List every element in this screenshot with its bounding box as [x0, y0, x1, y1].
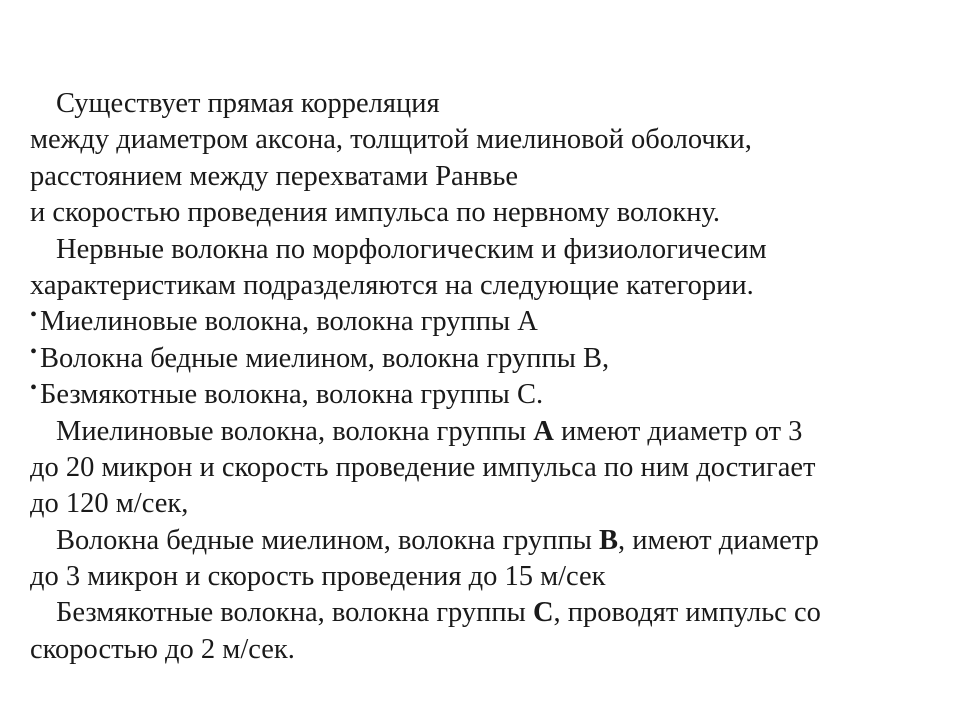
intro-line-4: и скоростью проведения импульса по нервному волокну. [30, 197, 720, 229]
group-b-text-post: , имеют диаметр [618, 524, 819, 556]
bullet-icon: • [30, 377, 38, 400]
group-b-text-pre: Волокна бедные миелином, волокна группы [56, 524, 600, 556]
bullet-item-a [30, 304, 935, 340]
group-c-letter: С [532, 597, 554, 629]
categories-line-2: характеристикам подразделяются на следующие категории. [30, 269, 754, 301]
group-a-line-3: до 120 м/сек, [30, 488, 189, 520]
bullet-item-b [30, 341, 935, 377]
bullet-item-c [30, 377, 935, 413]
intro-line-1: Существует прямая корреляция [56, 88, 440, 119]
group-c-text-pre: Безмякотные волокна, волокна группы [56, 597, 533, 629]
group-b-letter: В [599, 524, 619, 556]
slide-text [30, 86, 935, 668]
bullet-text-b: Волокна бедные миелином, волокна группы В, [40, 342, 610, 374]
group-b-line-2: до 3 микрон и скорость проведения до 15 м/сек [30, 561, 606, 593]
group-c-line-1 [30, 595, 935, 631]
group-c-line-2: скоростью до 2 м/сек. [30, 633, 295, 665]
group-b-line-1 [30, 523, 935, 559]
group-a-line-2: до 20 микрон и скорость проведение импульса по ним достигает [30, 451, 816, 483]
group-a-line-1 [30, 414, 935, 450]
group-a-text-pre: Миелиновые волокна, волокна группы [56, 415, 534, 447]
categories-line-1: Нервные волокна по морфологическим и физиологичесим [56, 233, 767, 265]
group-a-letter: А [533, 415, 554, 447]
bullet-icon: • [30, 304, 38, 327]
intro-line-3: расстоянием между перехватами Ранвье [30, 160, 519, 192]
bullet-icon: • [30, 340, 38, 363]
intro-line-2: между диаметром аксона, толщитой миелиновой оболочки, [30, 124, 752, 156]
bullet-text-c: Безмякотные волокна, волокна группы С. [40, 379, 544, 411]
group-c-text-post: , проводят импульс со [553, 597, 821, 629]
group-a-text-post: имеют диаметр от 3 [553, 415, 803, 447]
bullet-text-a: Миелиновые волокна, волокна группы А [40, 306, 538, 338]
